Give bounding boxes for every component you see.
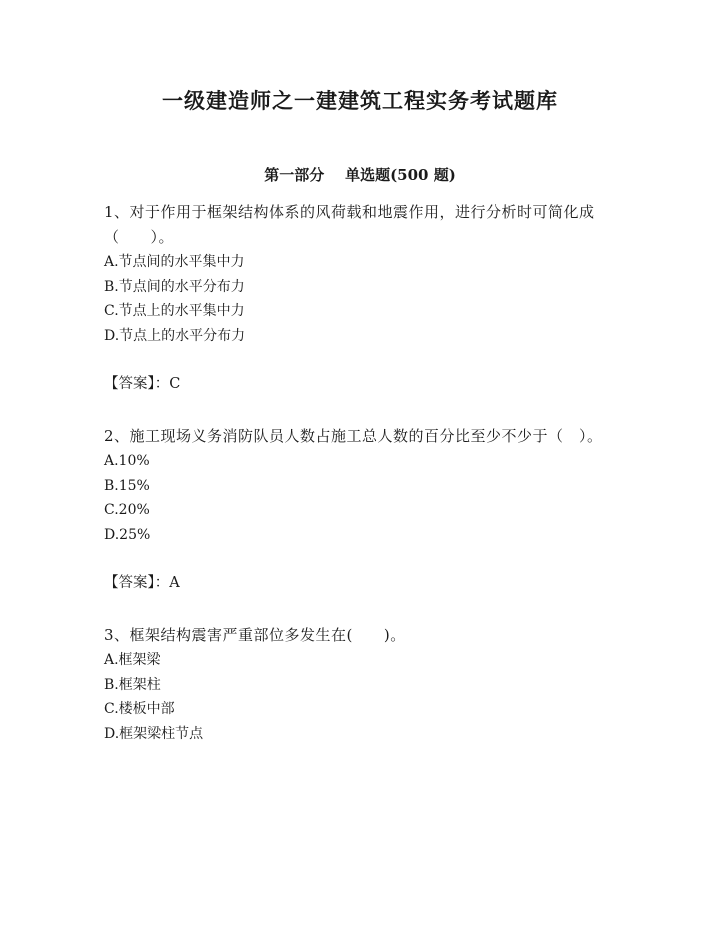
option-b: B.15%	[104, 477, 150, 494]
question-3	[104, 623, 624, 746]
question-list	[104, 200, 624, 746]
question-stem: 1、对于作用于框架结构体系的风荷载和地震作用，进行分析时可简化成（ ）。	[104, 203, 595, 246]
document-title: 一级建造师之一建建筑工程实务考试题库	[162, 88, 558, 113]
option-b: B.节点间的水平分布力	[104, 278, 245, 295]
section-title: 第一部分 单选题(500 题)	[264, 166, 456, 184]
option-c: C.楼板中部	[104, 701, 175, 717]
answer-label: 【答案】：C	[104, 376, 181, 392]
option-a: A.10%	[104, 453, 150, 469]
option-a: A.框架梁	[104, 652, 161, 668]
option-list	[104, 648, 624, 746]
question-stem: 3、框架结构震害严重部位多发生在( )。	[104, 626, 406, 644]
option-d: D.框架梁柱节点	[104, 725, 204, 742]
question-2	[104, 424, 624, 595]
option-b: B.框架柱	[104, 676, 161, 693]
option-d: D.25%	[104, 526, 151, 543]
answer-label: 【答案】：A	[104, 575, 180, 591]
option-d: D.节点上的水平分布力	[104, 327, 246, 344]
question-1	[104, 200, 624, 396]
option-list	[104, 250, 624, 348]
option-a: A.节点间的水平集中力	[104, 254, 245, 270]
option-c: C.节点上的水平集中力	[104, 303, 245, 319]
option-c: C.20%	[104, 502, 150, 518]
option-list	[104, 449, 624, 547]
question-stem: 2、施工现场义务消防队员人数占施工总人数的百分比至少不少于（ ）。	[104, 427, 603, 445]
